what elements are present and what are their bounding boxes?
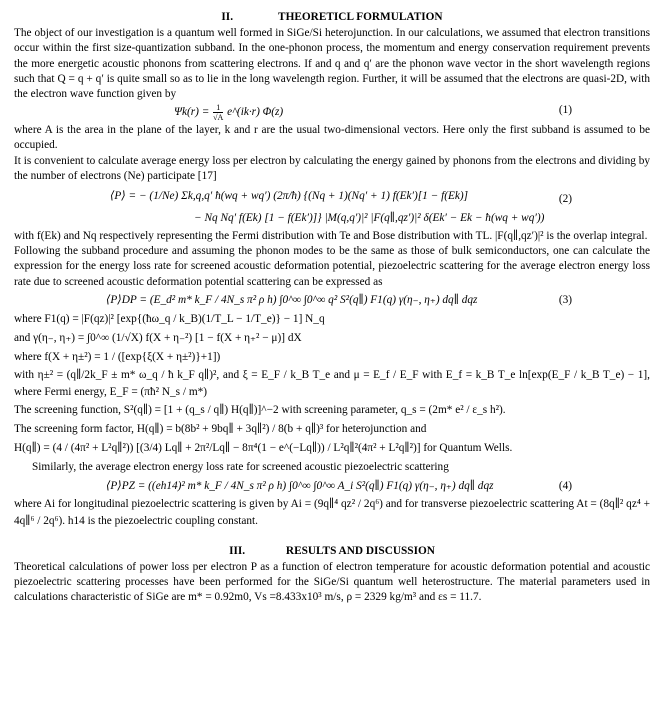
eq4-number: (4) <box>558 479 572 492</box>
eq1-rhs: e^(ik·r) Φ(z) <box>227 106 284 119</box>
line-piezo-intro: Similarly, the average electron energy loss rate for screened acoustic piezoelectric scattering <box>32 460 449 473</box>
paragraph-4: with f(Ek) and Nq respectively representing the Fermi distribution with Te and Bose distribution with TL. |F(q∥,qz′)|² is the overlap integral. <box>14 230 648 243</box>
paragraph-3: It is convenient to calculate average energy loss per electron by calculating the energy gained by phonons from the electrons and dividing by the number of electrons (Ne) participate [17] <box>14 154 650 182</box>
line-gamma: and γ(η₋, η₊) = ∫0^∞ (1/√X) f(X + η₋²) [1 − f(X + η₊² − μ)] dX <box>14 331 302 344</box>
equation-2-cont <box>14 208 650 228</box>
line-fermi-function: where f(X + η±²) = 1 / ([exp{ξ(X + η±²)}+1]) <box>14 350 221 363</box>
paragraph-5: Following the subband procedure and assuming the phonon modes to be the same as those of bulk semiconductors, one can calculate the expression for the energy loss rate for screened acoustic deformation potential, piezoelectric scattering for the average electron energy loss rate due to screened acoustic deformation potential scattering can be expressed as <box>14 245 650 288</box>
paragraph-6: where Ai for longitudinal piezoelectric scattering is given by Ai = (9q∥⁴ qz² / 2q⁶) and for transverse piezoelectric scattering At = (8q∥² qz⁴ + 4q∥⁶ / 2q⁶). h14 is the piezoelectric coupling constant. <box>14 497 650 527</box>
section-heading-2 <box>14 10 650 25</box>
section-number: II. <box>221 11 234 23</box>
eq3-number: (3) <box>558 293 572 306</box>
paragraph-2: where A is the area in the plane of the layer, k and r are the usual two-dimensional vectors. Here only the first subband is assumed to be occupied. <box>14 124 650 152</box>
eq1-lhs: Ψk(r) = <box>174 106 210 119</box>
equation-1 <box>14 103 650 122</box>
section-heading-3 <box>14 544 650 559</box>
section-number: III. <box>229 544 246 557</box>
equation-2 <box>14 185 650 207</box>
line-eta: with η±² = (q∥/2k_F ± m* ω_q / ħ k_F q∥)², and ξ = E_F / k_B T_e and μ = E_f / E_F with E_f = k_B T_e ln[exp(E_F / k_B T_e) − 1], where Fermi energy, E_F = (πħ² N_s / m*) <box>14 368 650 398</box>
equation-4 <box>14 477 650 495</box>
section-title: THEORETICL FORMULATION <box>278 11 443 23</box>
eq4-body: ⟨P⟩PZ = ((eh14)² m* k_F / 4N_s π² ρ h) ∫0^∞ ∫0^∞ A_i S²(q∥) F1(q) γ(η₋, η₊) dq∥ dqz <box>106 479 494 492</box>
eq2-line-1: ⟨P⟩ = − (1/Ne) Σk,q,q′ ħ(wq + wq′) (2π/ħ) {(Nq + 1)(Nq′ + 1) f(Ek′)[1 − f(Ek)] <box>110 190 469 203</box>
line-form-factor-qw: H(q∥) = (4 / (4π² + L²q∥²)) [(3/4) Lq∥ + 2π²/Lq∥ − 8π⁴(1 − e^(−Lq∥)) / L²q∥²(4π² + L²q∥²)] for Quantum Wells. <box>14 441 513 454</box>
eq2-line-2: − Nq Nq′ f(Ek) [1 − f(Ek′)]} |M(q,q′)|² |F(q∥,qz′)|² δ(Ek′ − Ek − ħ(wq + wq′)) <box>194 212 545 225</box>
equation-3 <box>14 291 650 309</box>
section-title: RESULTS AND DISCUSSION <box>285 544 435 557</box>
paragraph-1: The object of our investigation is a quantum well formed in SiGe/Si heterojunction. In our calculations, we assumed that electron transitions occur within the first size-quantization subband. In the one-phonon process, the momentum and energy conservation requirement prevents the more energetic acoustic phonons from scattering electrons. If and q and q′ are the phonon wave vector in the short wavelength regions such that Q = q + q′ is quite small so as to lie in the long wavelength region. Further, it will be assumed that the electrons are quasi-2D, with the electron wave function given by <box>14 27 650 101</box>
line-f1: where F1(q) = |F(qz)|² [exp{(ħω_q / k_B)(1/T_L − 1/T_e)} − 1] N_q <box>14 312 325 325</box>
eq1-fraction: $\frac{1}{√A}$ <box>213 103 224 123</box>
line-form-factor: The screening form factor, H(q∥) = b(8b² + 9bq∥ + 3q∥²) / 8(b + q∥)³ for heterojunction and <box>14 422 427 435</box>
line-screening: The screening function, S²(q∥) = [1 + (q_s / q∥) H(q∥)]^−2 with screening parameter, q_s = (2m* e² / ε_s h²). <box>14 403 506 416</box>
eq3-body: ⟨P⟩DP = (E_d² m* k_F / 4N_s π² ρ h) ∫0^∞ ∫0^∞ q² S²(q∥) F1(q) γ(η₋, η₊) dq∥ dqz <box>106 293 478 306</box>
paragraph-7: Theoretical calculations of power loss per electron P as a function of electron temperature for acoustic deformation potential and acoustic piezoelectric scattering processes have been performed for the SiGe/Si quantum well heterostructure. The material parameters used in calculations characteristic of SiGe are m* = 0.92m0, Vs =8.433x10³ m/s, ρ = 2329 kg/m³ and εs = 11.7. <box>14 561 650 604</box>
eq2-number: (2) <box>558 193 572 206</box>
eq1-number: (1) <box>558 104 572 117</box>
